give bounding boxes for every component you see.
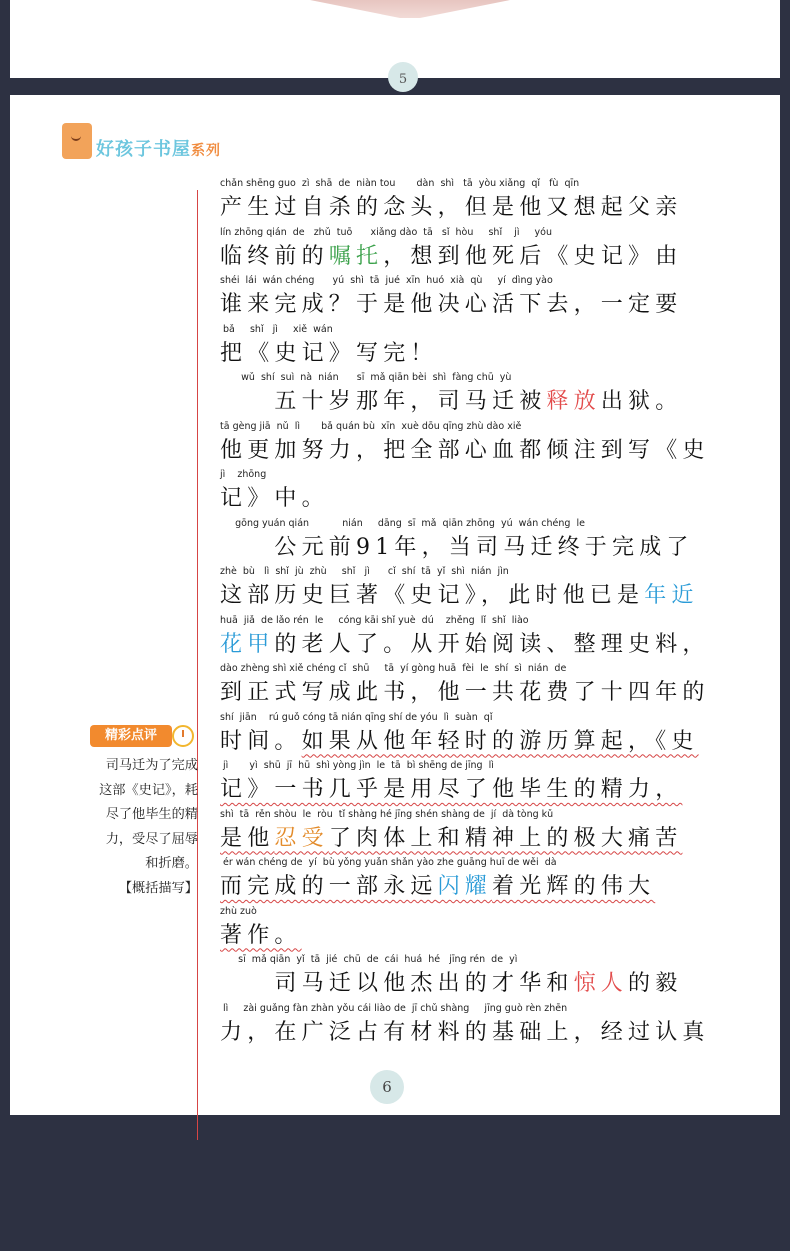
pinyin-line: gōng yuán qián nián dāng sī mǎ qiān zhōng yú wán chéng le [220, 517, 585, 529]
pinyin-line: shí jiān rú guǒ cóng tā nián qīng shí de yóu lì suàn qǐ [220, 711, 493, 723]
pinyin-line: tā gèng jiā nǔ lì bǎ quán bù xīn xuè dōu qīng zhù dào xiě [220, 420, 522, 432]
text-line [220, 178, 683, 227]
text-segment: 着光辉的伟大 [492, 874, 656, 899]
text-segment: 记》一书几乎是用尽了他毕生的精力， [220, 777, 683, 802]
body-text [220, 178, 710, 1051]
text-line [220, 517, 694, 567]
hanzi-line: 谁来完成？于是他决心活下去，一定要 [220, 292, 683, 317]
text-line [220, 324, 680, 373]
previous-page-number: 5 [388, 62, 418, 92]
text-line [220, 372, 683, 421]
pinyin-line: wǔ shí suì nà nián sī mǎ qiān bèi shì fàng chū yù [220, 372, 512, 383]
series-logo [60, 123, 260, 167]
text-line [220, 614, 710, 664]
text-segment: 出狱。 [600, 389, 683, 414]
hanzi-line [220, 578, 699, 609]
pinyin-line: sī mǎ qiān yǐ tā jié chū de cái huá hé jīng rén de yì [220, 954, 518, 965]
hanzi-line: 公元前91年，当司马迁终于完成了 [220, 534, 694, 560]
comment-badge [90, 723, 196, 749]
hanzi-line [220, 772, 682, 803]
pinyin-line: shì tā rěn shòu le ròu tǐ shàng hé jīng shén shàng de jí dà tòng kǔ [220, 808, 554, 820]
text-segment: 嘱托 [328, 243, 384, 269]
text-segment: 了肉体上和精神上的极大痛苦 [328, 825, 683, 851]
hanzi-line [220, 966, 682, 997]
hanzi-line [220, 918, 302, 949]
page-number: 6 [370, 1070, 404, 1104]
hanzi-line [220, 869, 655, 900]
comment-box [96, 754, 198, 901]
text-line [220, 760, 683, 809]
logo-series: 系列 [191, 143, 221, 159]
text-segment: 如果从他年轻时的游历算起，《史 [301, 728, 699, 754]
text-segment: 惊人 [573, 971, 629, 996]
text-segment: 司马迁以他杰出的才华和 [220, 971, 574, 996]
text-segment: 时间。 [220, 728, 302, 754]
hanzi-line [220, 239, 682, 270]
hanzi-line: 力，在广泛占有材料的基础上，经过认真 [220, 1019, 710, 1045]
margin-line [197, 190, 198, 1140]
pinyin-line: dào zhèng shì xiě chéng cǐ shū tā yí gòng huā fèi le shí sì nián de [220, 663, 567, 674]
pinyin-line: jì zhōng [220, 469, 267, 480]
text-segment: 临终前的 [220, 243, 329, 269]
text-segment: 花甲 [220, 631, 275, 657]
pinyin-line: shéi lái wán chéng yú shì tā jué xīn huó xià qù yí dìng yào [220, 275, 553, 286]
book-icon [62, 123, 92, 159]
text-segment: 年近 [644, 583, 699, 608]
hanzi-line [220, 821, 682, 852]
text-line [220, 857, 680, 906]
text-segment: 的老人了。从开始阅读、整理史料， [274, 631, 710, 657]
text-segment: 释放 [546, 389, 601, 414]
logo-text: 好孩子书屋 [96, 139, 191, 160]
hanzi-line [220, 724, 699, 755]
text-line [220, 711, 699, 761]
alarm-clock-icon [172, 725, 194, 747]
text-segment: 是他 [220, 825, 275, 851]
pinyin-line: zhù zuò [220, 905, 257, 917]
pinyin-line: huā jiǎ de lǎo rén le cóng kāi shǐ yuè dú zhěng lǐ shǐ liào [220, 614, 529, 626]
pinyin-line: chǎn shēng guo zì shā de niàn tou dàn shì tā yòu xiǎng qǐ fù qīn [220, 178, 580, 189]
pinyin-line: ér wán chéng de yí bù yǒng yuǎn shǎn yào zhe guāng huī de wěi dà [220, 857, 557, 868]
text-line [220, 1002, 710, 1052]
hanzi-line [220, 384, 682, 415]
hanzi-line: 他更加努力，把全部心血都倾注到写《史 [220, 437, 710, 463]
pinyin-line: lì zài guǎng fàn zhàn yǒu cái liào de jī chǔ shàng jīng guò rèn zhēn [220, 1002, 568, 1014]
hanzi-line: 产生过自杀的念头，但是他又想起父亲 [220, 195, 683, 220]
comment-tag: 【概括描写】 [118, 880, 198, 896]
text-line [220, 566, 699, 615]
hanzi-line: 把《史记》写完！ [220, 340, 438, 366]
text-line [220, 663, 710, 712]
comment-body: 司马迁为了完成这部《史记》，耗尽了他毕生的精力，受尽了屈辱和折磨。 [99, 758, 198, 871]
illustration-fragment [310, 0, 510, 18]
text-segment: 而完成的一部永远 [220, 874, 438, 899]
text-segment: 忍受 [274, 825, 329, 851]
text-segment: 这部历史巨著《史记》，此时他已是 [220, 583, 645, 608]
hanzi-line [220, 627, 710, 658]
pinyin-line: lín zhōng qián de zhǔ tuō xiǎng dào tā sǐ hòu shǐ jì yóu [220, 226, 553, 238]
text-line [220, 954, 683, 1003]
text-segment: 的毅 [628, 971, 683, 996]
text-segment: 著作。 [220, 922, 302, 948]
text-segment: ，想到他死后《史记》由 [383, 243, 683, 269]
text-segment: 闪耀 [437, 874, 493, 899]
text-line [220, 469, 680, 518]
text-line [220, 275, 683, 324]
comment-badge-label: 精彩点评 [90, 725, 172, 747]
text-segment: 五十岁那年，司马迁被 [220, 389, 547, 414]
text-line [220, 420, 710, 470]
hanzi-line: 记》中。 [220, 486, 329, 511]
pinyin-line: bǎ shǐ jì xiě wán [220, 323, 333, 335]
text-line [220, 226, 683, 276]
text-line [220, 808, 683, 858]
hanzi-line: 到正式写成此书，他一共花费了十四年的 [220, 680, 710, 705]
pinyin-line: zhè bù lì shǐ jù zhù shǐ jì cǐ shí tā yǐ shì nián jìn [220, 566, 509, 577]
pinyin-line: jì yì shū jī hū shì yòng jìn le tā bì shēng de jīng lì [220, 760, 494, 771]
text-line [220, 906, 680, 955]
